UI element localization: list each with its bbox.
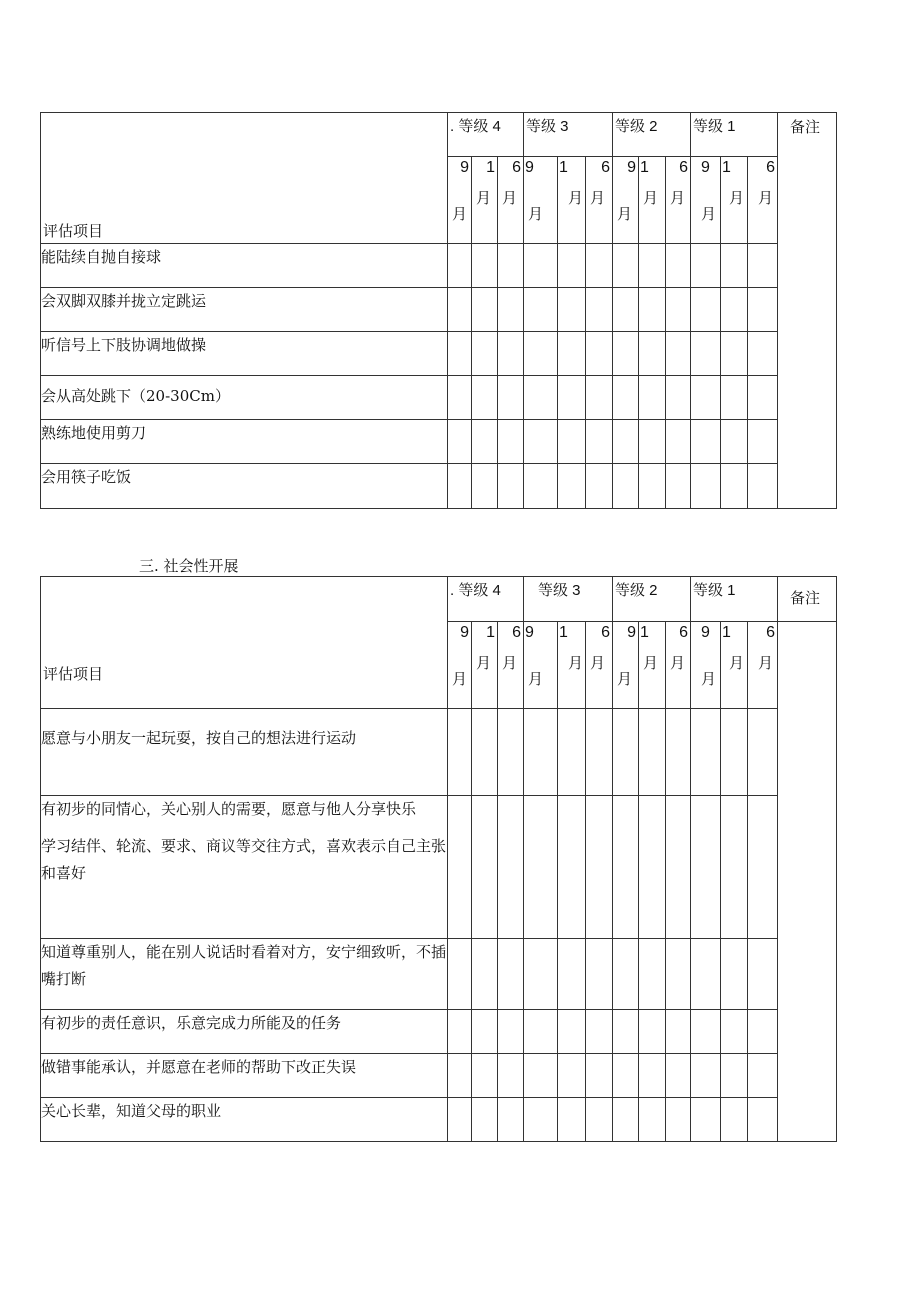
score-cell[interactable] [748,244,778,288]
header-level-4: . 等级 4 [448,577,524,622]
score-cell[interactable] [691,939,721,1010]
item-label: 知道尊重别人，能在别人说话时看着对方，安宁细致听，不插嘴打断 [41,939,448,1010]
note-column[interactable] [778,157,837,509]
score-cell[interactable] [472,244,498,288]
score-cell[interactable] [666,376,691,420]
score-cell[interactable] [666,1098,691,1142]
score-cell[interactable] [498,1098,524,1142]
score-cell[interactable] [472,332,498,376]
score-cell[interactable] [448,709,472,796]
score-cell[interactable] [613,939,639,1010]
month-header: 6 月 [498,622,524,709]
score-cell[interactable] [524,376,558,420]
score-cell[interactable] [613,796,639,939]
score-cell[interactable] [721,464,748,509]
table-row [41,244,837,288]
score-cell[interactable] [472,709,498,796]
score-cell[interactable] [524,332,558,376]
score-cell[interactable] [613,244,639,288]
score-cell[interactable] [613,1054,639,1098]
item-label: 能陆续自抛自接球 [41,244,448,288]
score-cell[interactable] [613,420,639,464]
month-header: 1 月 [472,157,498,244]
score-cell[interactable] [721,420,748,464]
score-cell[interactable] [498,1010,524,1054]
score-cell[interactable] [558,288,586,332]
score-cell[interactable] [558,1098,586,1142]
table-row [41,376,837,420]
score-cell[interactable] [586,939,613,1010]
month-header: 9 月 [613,157,639,244]
score-cell[interactable] [498,464,524,509]
score-cell[interactable] [448,1054,472,1098]
score-cell[interactable] [613,709,639,796]
score-cell[interactable] [472,1098,498,1142]
score-cell[interactable] [691,376,721,420]
score-cell[interactable] [639,288,666,332]
score-cell[interactable] [558,464,586,509]
motor-assessment-table [40,112,837,509]
score-cell[interactable] [666,288,691,332]
header-level-2: 等级 2 [613,577,691,622]
score-cell[interactable] [691,1098,721,1142]
score-cell[interactable] [666,420,691,464]
month-header: 9 月 [691,157,721,244]
score-cell[interactable] [558,796,586,939]
score-cell[interactable] [639,1054,666,1098]
score-cell[interactable] [558,1010,586,1054]
score-cell[interactable] [691,1010,721,1054]
score-cell[interactable] [748,464,778,509]
item-label: 关心长辈，知道父母的职业 [41,1098,448,1142]
score-cell[interactable] [666,709,691,796]
score-cell[interactable] [498,709,524,796]
month-header: 1 月 [721,622,748,709]
table-row [41,1054,837,1098]
score-cell[interactable] [639,939,666,1010]
score-cell[interactable] [586,288,613,332]
item-label: 会用筷子吃饭 [41,464,448,509]
score-cell[interactable] [721,939,748,1010]
item-label: 有初步的责任意识，乐意完成力所能及的任务 [41,1010,448,1054]
table-row [41,288,837,332]
score-cell[interactable] [721,709,748,796]
score-cell[interactable] [498,244,524,288]
score-cell[interactable] [448,796,472,939]
score-cell[interactable] [448,376,472,420]
score-cell[interactable] [639,796,666,939]
score-cell[interactable] [666,796,691,939]
score-cell[interactable] [613,1010,639,1054]
item-label: 愿意与小朋友一起玩耍，按自己的想法进行运动 [41,709,448,796]
score-cell[interactable] [448,244,472,288]
score-cell[interactable] [524,464,558,509]
score-cell[interactable] [748,939,778,1010]
month-header: 6 月 [666,157,691,244]
score-cell[interactable] [472,464,498,509]
month-header: 6 月 [586,622,613,709]
score-cell[interactable] [472,288,498,332]
score-cell[interactable] [691,1054,721,1098]
score-cell[interactable] [691,796,721,939]
score-cell[interactable] [691,244,721,288]
score-cell[interactable] [498,939,524,1010]
score-cell[interactable] [448,332,472,376]
header-level-3: 等级 3 [524,113,613,157]
score-cell[interactable] [498,288,524,332]
score-cell[interactable] [586,332,613,376]
month-header: 6 月 [586,157,613,244]
score-cell[interactable] [721,244,748,288]
score-cell[interactable] [639,376,666,420]
note-column[interactable] [778,622,837,1142]
score-cell[interactable] [524,288,558,332]
month-header: 6 月 [748,622,778,709]
score-cell[interactable] [721,1098,748,1142]
table-row [41,464,837,509]
score-cell[interactable] [639,464,666,509]
score-cell[interactable] [524,939,558,1010]
item-label: 做错事能承认，并愿意在老师的帮助下改正失误 [41,1054,448,1098]
header-item-label: 评估项目 [41,113,448,244]
table-row [41,332,837,376]
score-cell[interactable] [558,244,586,288]
month-header: 9 月 [448,157,472,244]
score-cell[interactable] [498,332,524,376]
score-cell[interactable] [721,288,748,332]
score-cell[interactable] [721,332,748,376]
month-header: 9 月 [524,622,558,709]
score-cell[interactable] [748,332,778,376]
score-cell[interactable] [558,1054,586,1098]
score-cell[interactable] [639,709,666,796]
score-cell[interactable] [748,420,778,464]
score-cell[interactable] [691,288,721,332]
month-header: 1 月 [558,622,586,709]
month-header: 1 月 [639,622,666,709]
header-level-1: 等级 1 [691,577,778,622]
score-cell[interactable] [448,420,472,464]
month-header: 9 月 [448,622,472,709]
item-label: 会从高处跳下（20-30Cm） [41,376,448,420]
score-cell[interactable] [524,1054,558,1098]
month-header: 9 月 [613,622,639,709]
score-cell[interactable] [613,1098,639,1142]
score-cell[interactable] [448,288,472,332]
table-row [41,939,837,1010]
score-cell[interactable] [748,376,778,420]
score-cell[interactable] [448,1098,472,1142]
social-assessment-table [40,576,837,1142]
score-cell[interactable] [748,796,778,939]
score-cell[interactable] [472,796,498,939]
item-label: 会双脚双膝并拢立定跳运 [41,288,448,332]
score-cell[interactable] [498,376,524,420]
header-level-1: 等级 1 [691,113,778,157]
score-cell[interactable] [748,1054,778,1098]
score-cell[interactable] [586,1098,613,1142]
score-cell[interactable] [639,244,666,288]
score-cell[interactable] [472,376,498,420]
score-cell[interactable] [613,288,639,332]
month-header: 6 月 [666,622,691,709]
score-cell[interactable] [613,332,639,376]
month-header: 1 月 [721,157,748,244]
score-cell[interactable] [472,1054,498,1098]
score-cell[interactable] [586,1010,613,1054]
header-note: 备注 [778,113,837,157]
score-cell[interactable] [448,1010,472,1054]
score-cell[interactable] [721,1010,748,1054]
header-level-3: 等级 3 [524,577,613,622]
score-cell[interactable] [721,796,748,939]
score-cell[interactable] [666,1010,691,1054]
score-cell[interactable] [586,420,613,464]
score-cell[interactable] [586,464,613,509]
month-header: 9 月 [524,157,558,244]
header-note: 备注 [778,577,837,622]
score-cell[interactable] [558,332,586,376]
table-row [41,1010,837,1054]
score-cell[interactable] [691,332,721,376]
score-cell[interactable] [524,1098,558,1142]
score-cell[interactable] [639,1098,666,1142]
month-header: 1 月 [558,157,586,244]
score-cell[interactable] [666,939,691,1010]
score-cell[interactable] [524,1010,558,1054]
header-item-label: 评估项目 [41,577,448,709]
score-cell[interactable] [586,244,613,288]
score-cell[interactable] [498,796,524,939]
score-cell[interactable] [558,420,586,464]
table-row [41,1098,837,1142]
score-cell[interactable] [721,1054,748,1098]
score-cell[interactable] [613,464,639,509]
score-cell[interactable] [472,1010,498,1054]
item-label: 有初步的同情心，关心别人的需要，愿意与他人分享快乐 学习结伴、轮流、要求、商议等交往方式，喜欢表示自己主张和喜好 [41,796,448,939]
score-cell[interactable] [666,244,691,288]
score-cell[interactable] [498,420,524,464]
score-cell[interactable] [472,939,498,1010]
score-cell[interactable] [721,376,748,420]
month-header: 1 月 [639,157,666,244]
item-label: 熟练地使用剪刀 [41,420,448,464]
section-title: 三. 社会性开展 [139,557,239,575]
score-cell[interactable] [639,1010,666,1054]
score-cell[interactable] [586,709,613,796]
score-cell[interactable] [524,244,558,288]
month-header: 6 月 [748,157,778,244]
table-row [41,709,837,796]
header-level-2: 等级 2 [613,113,691,157]
score-cell[interactable] [666,1054,691,1098]
score-cell[interactable] [691,709,721,796]
month-header: 9 月 [691,622,721,709]
table-row [41,420,837,464]
score-cell[interactable] [524,420,558,464]
score-cell[interactable] [666,464,691,509]
score-cell[interactable] [448,464,472,509]
score-cell[interactable] [498,1054,524,1098]
score-cell[interactable] [558,709,586,796]
score-cell[interactable] [524,796,558,939]
score-cell[interactable] [748,1098,778,1142]
table-row [41,796,837,939]
score-cell[interactable] [586,1054,613,1098]
score-cell[interactable] [748,709,778,796]
score-cell[interactable] [748,288,778,332]
month-header: 6 月 [498,157,524,244]
score-cell[interactable] [691,420,721,464]
header-level-4: . 等级 4 [448,113,524,157]
score-cell[interactable] [748,1010,778,1054]
item-label: 听信号上下肢协调地做操 [41,332,448,376]
score-cell[interactable] [558,939,586,1010]
score-cell[interactable] [586,796,613,939]
month-header: 1 月 [472,622,498,709]
score-cell[interactable] [613,376,639,420]
score-cell[interactable] [639,332,666,376]
score-cell[interactable] [691,464,721,509]
score-cell[interactable] [586,376,613,420]
score-cell[interactable] [639,420,666,464]
score-cell[interactable] [448,939,472,1010]
score-cell[interactable] [472,420,498,464]
score-cell[interactable] [666,332,691,376]
score-cell[interactable] [558,376,586,420]
score-cell[interactable] [524,709,558,796]
